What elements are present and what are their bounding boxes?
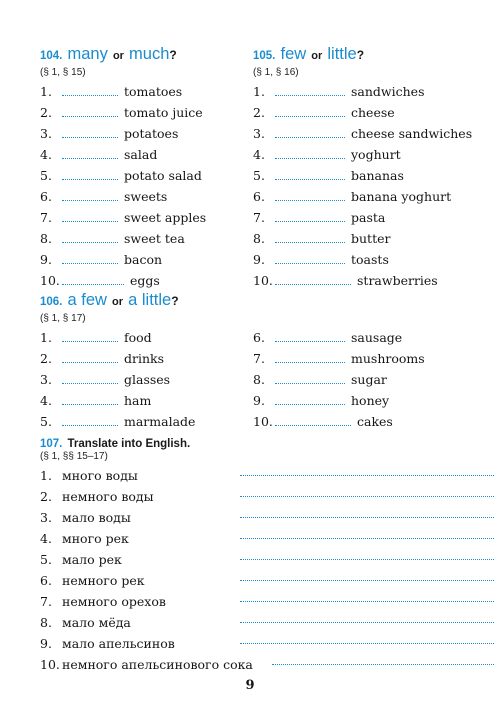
answer-blank[interactable] xyxy=(62,253,118,264)
item-number: 7. xyxy=(40,210,52,225)
item-number: 4. xyxy=(40,393,52,408)
exercise-number: 105. xyxy=(253,50,276,62)
answer-blank[interactable] xyxy=(62,211,118,222)
russian-phrase: много воды xyxy=(62,468,138,483)
keyword-much: much xyxy=(129,45,170,63)
exercise-105-title xyxy=(253,44,483,64)
grammar-reference: (§ 1, §§ 15–17) xyxy=(40,451,108,462)
item-number: 8. xyxy=(253,372,265,387)
grammar-reference: (§ 1, § 16) xyxy=(253,67,299,78)
russian-phrase: немного рек xyxy=(62,573,145,588)
page-number: 9 xyxy=(245,678,255,693)
answer-blank[interactable] xyxy=(62,169,118,180)
list-item xyxy=(253,123,483,144)
conjunction: or xyxy=(311,50,323,62)
grammar-reference: (§ 1, § 17) xyxy=(40,313,86,324)
item-number: 2. xyxy=(40,105,52,120)
answer-blank[interactable] xyxy=(62,352,118,363)
list-item xyxy=(40,654,480,675)
item-word: sausage xyxy=(351,330,403,345)
item-word: ham xyxy=(124,393,152,408)
list-item xyxy=(40,165,245,186)
item-number: 5. xyxy=(40,414,52,429)
list-item xyxy=(253,411,478,432)
item-number: 7. xyxy=(253,210,265,225)
item-number: 2. xyxy=(40,351,52,366)
answer-blank[interactable] xyxy=(275,352,345,363)
item-number: 9. xyxy=(253,393,265,408)
answer-blank[interactable] xyxy=(62,331,118,342)
item-word: bacon xyxy=(124,252,163,267)
keyword-few: few xyxy=(280,45,307,63)
item-number: 5. xyxy=(40,168,52,183)
item-number: 9. xyxy=(40,636,52,651)
list-item xyxy=(40,123,245,144)
exercise-106 xyxy=(40,290,480,429)
item-number: 8. xyxy=(253,231,265,246)
item-number: 9. xyxy=(40,252,52,267)
list-item xyxy=(40,591,480,612)
item-number: 3. xyxy=(40,510,52,525)
answer-blank[interactable] xyxy=(62,85,118,96)
answer-line[interactable] xyxy=(240,528,494,539)
exercise-107 xyxy=(40,432,480,675)
item-word: salad xyxy=(124,147,158,162)
answer-line[interactable] xyxy=(240,633,494,644)
list-item xyxy=(253,390,478,411)
exercise-104 xyxy=(40,44,245,291)
russian-phrase: мало апельсинов xyxy=(62,636,175,651)
russian-phrase: мало воды xyxy=(62,510,131,525)
exercise-number: 104. xyxy=(40,50,63,62)
answer-blank[interactable] xyxy=(275,232,345,243)
list-item xyxy=(40,144,245,165)
item-number: 10. xyxy=(253,414,273,429)
list-item xyxy=(253,102,483,123)
item-word: pasta xyxy=(351,210,386,225)
list-item xyxy=(253,348,478,369)
item-word: sweet tea xyxy=(124,231,185,246)
answer-blank[interactable] xyxy=(275,253,345,264)
list-item xyxy=(40,327,245,348)
list-item xyxy=(40,612,480,633)
russian-phrase: мало рек xyxy=(62,552,122,567)
list-item xyxy=(40,465,480,486)
answer-line[interactable] xyxy=(240,591,494,602)
list-item xyxy=(40,348,245,369)
answer-blank[interactable] xyxy=(62,190,118,201)
answer-line[interactable] xyxy=(240,486,494,497)
item-word: bananas xyxy=(351,168,404,183)
item-word: marmalade xyxy=(124,414,196,429)
list-item xyxy=(40,633,480,654)
item-number: 1. xyxy=(40,84,52,99)
answer-blank[interactable] xyxy=(275,148,345,159)
answer-blank[interactable] xyxy=(275,274,351,285)
item-number: 10. xyxy=(40,273,60,288)
list-item xyxy=(40,528,480,549)
item-word: honey xyxy=(351,393,390,408)
russian-phrase: много рек xyxy=(62,531,129,546)
answer-blank[interactable] xyxy=(62,232,118,243)
conjunction: or xyxy=(112,50,124,62)
answer-blank[interactable] xyxy=(275,127,345,138)
answer-blank[interactable] xyxy=(275,331,345,342)
list-item xyxy=(253,327,478,348)
list-item xyxy=(253,186,483,207)
item-word: strawberries xyxy=(357,273,438,288)
list-item xyxy=(253,144,483,165)
keyword-a-few: a few xyxy=(67,291,107,309)
answer-blank[interactable] xyxy=(275,415,351,426)
russian-phrase: немного воды xyxy=(62,489,154,504)
answer-blank[interactable] xyxy=(275,394,345,405)
exercise-number: 106. xyxy=(40,296,63,308)
list-item xyxy=(40,570,480,591)
conjunction: or xyxy=(112,296,124,308)
answer-line[interactable] xyxy=(240,549,494,560)
list-item xyxy=(40,102,245,123)
answer-blank[interactable] xyxy=(62,106,118,117)
item-word: butter xyxy=(351,231,391,246)
item-number: 6. xyxy=(253,189,265,204)
russian-phrase: мало мёда xyxy=(62,615,131,630)
list-item xyxy=(40,369,245,390)
list-item xyxy=(40,549,480,570)
answer-line[interactable] xyxy=(240,570,494,581)
item-word: cheese xyxy=(351,105,395,120)
item-number: 2. xyxy=(40,489,52,504)
list-item xyxy=(253,81,483,102)
answer-blank[interactable] xyxy=(62,415,118,426)
item-word: tomatoes xyxy=(124,84,183,99)
exercise-107-title xyxy=(40,432,480,448)
answer-line[interactable] xyxy=(240,507,494,518)
answer-blank[interactable] xyxy=(275,190,345,201)
exercise-104-title xyxy=(40,44,245,64)
list-item xyxy=(40,207,245,228)
instruction: Translate into English. xyxy=(67,438,191,450)
item-number: 10. xyxy=(40,657,60,672)
keyword-little: little xyxy=(327,45,357,63)
item-word: food xyxy=(124,330,152,345)
list-item xyxy=(40,411,245,432)
list-item xyxy=(40,81,245,102)
item-number: 7. xyxy=(40,594,52,609)
answer-blank[interactable] xyxy=(275,373,345,384)
item-number: 7. xyxy=(253,351,265,366)
answer-blank[interactable] xyxy=(275,106,345,117)
list-item xyxy=(40,486,480,507)
exercise-106-title xyxy=(40,290,480,310)
answer-line[interactable] xyxy=(240,465,494,476)
exercise-105 xyxy=(253,44,483,291)
question-mark: ? xyxy=(169,48,177,62)
item-number: 10. xyxy=(253,273,273,288)
item-word: tomato juice xyxy=(124,105,203,120)
item-number: 3. xyxy=(253,126,265,141)
keyword-a-little: a little xyxy=(128,291,172,309)
question-mark: ? xyxy=(171,294,179,308)
russian-phrase: немного апельсинового сока xyxy=(62,657,253,672)
item-word: potato salad xyxy=(124,168,202,183)
item-word: sugar xyxy=(351,372,387,387)
list-item xyxy=(40,390,245,411)
answer-blank[interactable] xyxy=(62,394,118,405)
item-number: 1. xyxy=(253,84,265,99)
exercise-number: 107. xyxy=(40,438,63,450)
list-item xyxy=(253,165,483,186)
item-number: 6. xyxy=(40,189,52,204)
item-word: sweets xyxy=(124,189,168,204)
item-word: glasses xyxy=(124,372,171,387)
item-number: 1. xyxy=(40,468,52,483)
russian-phrase: немного орехов xyxy=(62,594,166,609)
list-item xyxy=(40,249,245,270)
item-number: 4. xyxy=(40,147,52,162)
item-word: mushrooms xyxy=(351,351,425,366)
item-number: 2. xyxy=(253,105,265,120)
item-number: 5. xyxy=(253,168,265,183)
item-word: drinks xyxy=(124,351,165,366)
item-number: 8. xyxy=(40,231,52,246)
grammar-reference: (§ 1, § 15) xyxy=(40,67,86,78)
answer-blank[interactable] xyxy=(62,127,118,138)
answer-blank[interactable] xyxy=(275,85,345,96)
answer-blank[interactable] xyxy=(62,274,124,285)
item-number: 9. xyxy=(253,252,265,267)
list-item xyxy=(40,270,245,291)
item-number: 5. xyxy=(40,552,52,567)
item-number: 3. xyxy=(40,372,52,387)
answer-blank[interactable] xyxy=(62,148,118,159)
item-number: 1. xyxy=(40,330,52,345)
item-word: banana yoghurt xyxy=(351,189,452,204)
list-item xyxy=(253,369,478,390)
answer-blank[interactable] xyxy=(62,373,118,384)
list-item xyxy=(40,507,480,528)
item-word: sandwiches xyxy=(351,84,425,99)
item-number: 6. xyxy=(253,330,265,345)
answer-blank[interactable] xyxy=(275,211,345,222)
list-item xyxy=(40,186,245,207)
item-word: potatoes xyxy=(124,126,179,141)
answer-line[interactable] xyxy=(272,654,494,665)
item-number: 3. xyxy=(40,126,52,141)
answer-blank[interactable] xyxy=(275,169,345,180)
answer-line[interactable] xyxy=(240,612,494,623)
item-word: yoghurt xyxy=(351,147,401,162)
item-word: cakes xyxy=(357,414,393,429)
item-word: cheese sandwiches xyxy=(351,126,473,141)
item-word: sweet apples xyxy=(124,210,207,225)
item-number: 6. xyxy=(40,573,52,588)
list-item xyxy=(253,270,483,291)
item-number: 4. xyxy=(253,147,265,162)
item-number: 8. xyxy=(40,615,52,630)
keyword-many: many xyxy=(67,45,108,63)
item-word: toasts xyxy=(351,252,389,267)
item-word: eggs xyxy=(130,273,160,288)
list-item xyxy=(253,249,483,270)
list-item xyxy=(40,228,245,249)
list-item xyxy=(253,228,483,249)
question-mark: ? xyxy=(356,48,365,62)
item-number: 4. xyxy=(40,531,52,546)
list-item xyxy=(253,207,483,228)
